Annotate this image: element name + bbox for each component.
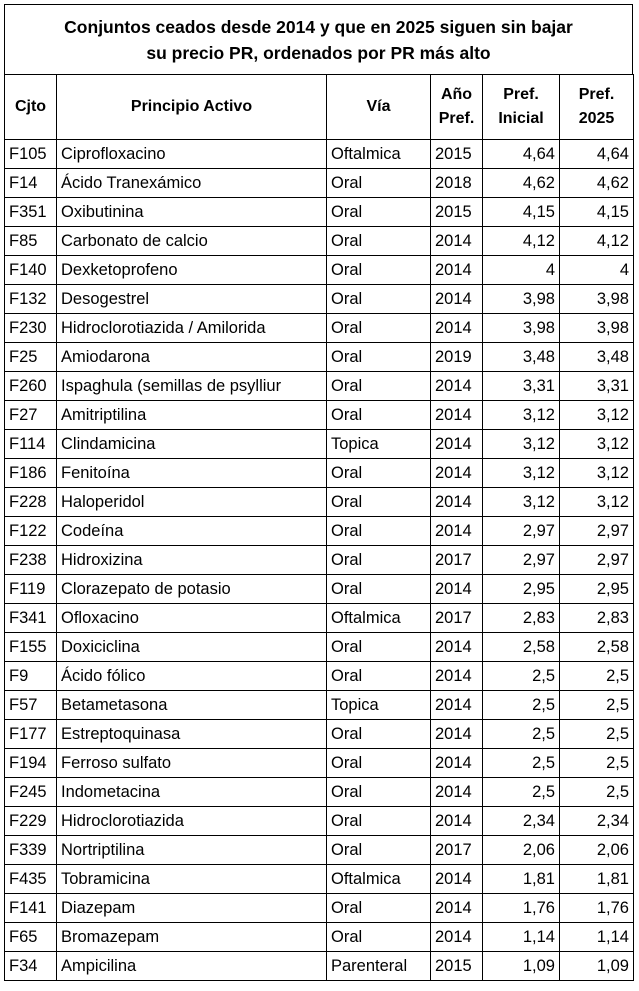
cell-anio-pref: 2017 [431,604,483,633]
cell-cjto: F230 [5,314,57,343]
cell-pref-2025: 2,83 [560,604,634,633]
cell-cjto: F122 [5,517,57,546]
cell-pref-2025: 2,97 [560,517,634,546]
cell-pref-2025: 3,12 [560,459,634,488]
cell-anio-pref: 2014 [431,459,483,488]
title-line-2: su precio PR, ordenados por PR más alto [146,42,491,63]
table-row [5,633,634,662]
cell-via: Oral [327,633,431,662]
cell-principio-activo: Ampicilina [57,952,327,981]
cell-anio-pref: 2014 [431,691,483,720]
cell-via: Oral [327,198,431,227]
table-row [5,401,634,430]
cell-principio-activo: Doxiciclina [57,633,327,662]
table-body [5,140,634,981]
cell-pref-inicial: 2,58 [483,633,560,662]
cell-anio-pref: 2014 [431,749,483,778]
table-row [5,807,634,836]
table-row [5,720,634,749]
cell-pref-inicial: 4,62 [483,169,560,198]
table-row [5,285,634,314]
cell-pref-2025: 2,5 [560,749,634,778]
header-row [5,75,634,140]
cell-pref-inicial: 2,5 [483,720,560,749]
cell-pref-2025: 3,12 [560,488,634,517]
cell-pref-2025: 4,15 [560,198,634,227]
cell-cjto: F186 [5,459,57,488]
cell-principio-activo: Ciprofloxacino [57,140,327,169]
header-pref-inicial [483,75,560,140]
cell-cjto: F260 [5,372,57,401]
cell-via: Oral [327,285,431,314]
cell-cjto: F194 [5,749,57,778]
table-row [5,952,634,981]
cell-via: Oral [327,256,431,285]
cell-anio-pref: 2014 [431,778,483,807]
cell-pref-inicial: 2,95 [483,575,560,604]
cell-principio-activo: Dexketoprofeno [57,256,327,285]
cell-cjto: F238 [5,546,57,575]
header-inicial-line-2: Inicial [498,110,544,127]
spreadsheet [4,4,633,981]
title-line-1: Conjuntos ceados desde 2014 y que en 2025 siguen sin bajar [64,16,573,37]
cell-via: Oral [327,894,431,923]
table-row [5,314,634,343]
cell-anio-pref: 2014 [431,401,483,430]
cell-principio-activo: Estreptoquinasa [57,720,327,749]
header-cjto: Cjto [5,75,57,140]
cell-via: Parenteral [327,952,431,981]
cell-principio-activo: Nortriptilina [57,836,327,865]
cell-anio-pref: 2014 [431,720,483,749]
cell-pref-inicial: 2,5 [483,749,560,778]
cell-anio-pref: 2017 [431,836,483,865]
cell-via: Oral [327,343,431,372]
cell-anio-pref: 2014 [431,256,483,285]
cell-pref-2025: 2,5 [560,691,634,720]
cell-anio-pref: 2019 [431,343,483,372]
cell-cjto: F245 [5,778,57,807]
cell-via: Oral [327,227,431,256]
table-title [4,4,633,74]
cell-anio-pref: 2014 [431,865,483,894]
cell-cjto: F229 [5,807,57,836]
cell-pref-inicial: 2,06 [483,836,560,865]
table-row [5,604,634,633]
cell-pref-inicial: 1,81 [483,865,560,894]
cell-via: Oral [327,488,431,517]
cell-anio-pref: 2014 [431,314,483,343]
table-row [5,198,634,227]
cell-cjto: F177 [5,720,57,749]
cell-pref-2025: 1,14 [560,923,634,952]
cell-cjto: F341 [5,604,57,633]
cell-pref-2025: 3,48 [560,343,634,372]
table-row [5,923,634,952]
cell-anio-pref: 2014 [431,430,483,459]
cell-pref-inicial: 3,12 [483,430,560,459]
cell-principio-activo: Clindamicina [57,430,327,459]
cell-pref-2025: 2,34 [560,807,634,836]
cell-principio-activo: Bromazepam [57,923,327,952]
cell-cjto: F65 [5,923,57,952]
table-row [5,575,634,604]
cell-via: Topica [327,430,431,459]
header-pref-2025 [560,75,634,140]
header-anio-line-2: Pref. [438,110,475,127]
header-anio-line-1: Año [440,86,473,103]
cell-via: Oral [327,546,431,575]
cell-pref-2025: 1,76 [560,894,634,923]
cell-anio-pref: 2015 [431,140,483,169]
cell-anio-pref: 2014 [431,575,483,604]
cell-via: Oral [327,749,431,778]
cell-anio-pref: 2018 [431,169,483,198]
cell-anio-pref: 2014 [431,662,483,691]
cell-via: Oral [327,836,431,865]
cell-pref-inicial: 2,5 [483,778,560,807]
cell-via: Oral [327,778,431,807]
cell-cjto: F435 [5,865,57,894]
data-table [4,74,634,981]
cell-pref-inicial: 2,83 [483,604,560,633]
cell-pref-2025: 2,06 [560,836,634,865]
cell-pref-2025: 2,95 [560,575,634,604]
cell-pref-2025: 3,31 [560,372,634,401]
header-2025-line-2: 2025 [578,110,615,127]
cell-pref-inicial: 2,34 [483,807,560,836]
cell-cjto: F105 [5,140,57,169]
cell-anio-pref: 2014 [431,488,483,517]
cell-cjto: F9 [5,662,57,691]
cell-pref-inicial: 4,15 [483,198,560,227]
cell-pref-2025: 3,98 [560,314,634,343]
table-row [5,256,634,285]
cell-pref-inicial: 3,31 [483,372,560,401]
cell-via: Oral [327,169,431,198]
table-row [5,865,634,894]
cell-cjto: F27 [5,401,57,430]
table-row [5,662,634,691]
table-row [5,140,634,169]
cell-anio-pref: 2014 [431,372,483,401]
cell-pref-inicial: 4,12 [483,227,560,256]
cell-principio-activo: Carbonato de calcio [57,227,327,256]
table-row [5,836,634,865]
cell-via: Oftalmica [327,865,431,894]
cell-pref-inicial: 3,98 [483,314,560,343]
cell-cjto: F85 [5,227,57,256]
cell-principio-activo: Ácido fólico [57,662,327,691]
cell-principio-activo: Hidroclorotiazida [57,807,327,836]
cell-via: Oral [327,372,431,401]
table-row [5,430,634,459]
cell-principio-activo: Oxibutinina [57,198,327,227]
cell-via: Oral [327,517,431,546]
cell-via: Oral [327,314,431,343]
cell-pref-inicial: 3,12 [483,459,560,488]
cell-principio-activo: Tobramicina [57,865,327,894]
cell-cjto: F140 [5,256,57,285]
table-row [5,169,634,198]
cell-via: Topica [327,691,431,720]
cell-via: Oftalmica [327,604,431,633]
cell-pref-2025: 3,12 [560,430,634,459]
cell-anio-pref: 2014 [431,285,483,314]
cell-pref-inicial: 2,97 [483,517,560,546]
cell-principio-activo: Fenitoína [57,459,327,488]
cell-pref-inicial: 3,12 [483,401,560,430]
cell-anio-pref: 2017 [431,546,483,575]
cell-principio-activo: Codeína [57,517,327,546]
cell-cjto: F14 [5,169,57,198]
cell-pref-2025: 4,12 [560,227,634,256]
cell-pref-inicial: 3,48 [483,343,560,372]
cell-cjto: F25 [5,343,57,372]
cell-principio-activo: Amitriptilina [57,401,327,430]
cell-principio-activo: Clorazepato de potasio [57,575,327,604]
table-row [5,894,634,923]
cell-pref-2025: 4 [560,256,634,285]
cell-pref-inicial: 1,09 [483,952,560,981]
header-inicial-line-1: Pref. [503,86,539,103]
header-2025-line-1: Pref. [578,86,615,103]
cell-pref-inicial: 4 [483,256,560,285]
cell-via: Oral [327,720,431,749]
cell-cjto: F228 [5,488,57,517]
cell-cjto: F57 [5,691,57,720]
cell-pref-2025: 3,12 [560,401,634,430]
cell-principio-activo: Haloperidol [57,488,327,517]
cell-principio-activo: Amiodarona [57,343,327,372]
cell-pref-2025: 1,81 [560,865,634,894]
cell-cjto: F132 [5,285,57,314]
table-row [5,546,634,575]
cell-via: Oral [327,459,431,488]
cell-pref-2025: 4,62 [560,169,634,198]
cell-anio-pref: 2015 [431,952,483,981]
table-row [5,749,634,778]
cell-principio-activo: Hidroclorotiazida / Amilorida [57,314,327,343]
cell-principio-activo: Desogestrel [57,285,327,314]
cell-principio-activo: Ferroso sulfato [57,749,327,778]
cell-cjto: F351 [5,198,57,227]
cell-principio-activo: Diazepam [57,894,327,923]
cell-pref-2025: 2,5 [560,662,634,691]
cell-pref-2025: 4,64 [560,140,634,169]
cell-cjto: F339 [5,836,57,865]
cell-principio-activo: Hidroxizina [57,546,327,575]
table-row [5,488,634,517]
table-row [5,517,634,546]
cell-principio-activo: Betametasona [57,691,327,720]
cell-pref-2025: 2,58 [560,633,634,662]
cell-anio-pref: 2015 [431,198,483,227]
cell-pref-inicial: 2,97 [483,546,560,575]
cell-cjto: F141 [5,894,57,923]
cell-via: Oral [327,575,431,604]
cell-via: Oftalmica [327,140,431,169]
cell-cjto: F119 [5,575,57,604]
cell-pref-inicial: 4,64 [483,140,560,169]
header-anio-pref [431,75,483,140]
cell-via: Oral [327,662,431,691]
cell-pref-inicial: 3,98 [483,285,560,314]
cell-principio-activo: Ofloxacino [57,604,327,633]
cell-principio-activo: Indometacina [57,778,327,807]
table-row [5,459,634,488]
table-row [5,778,634,807]
cell-cjto: F34 [5,952,57,981]
cell-pref-2025: 2,5 [560,720,634,749]
cell-pref-inicial: 2,5 [483,691,560,720]
cell-via: Oral [327,401,431,430]
cell-pref-inicial: 3,12 [483,488,560,517]
cell-principio-activo: Ácido Tranexámico [57,169,327,198]
header-principio-activo: Principio Activo [57,75,327,140]
table-row [5,227,634,256]
cell-anio-pref: 2014 [431,807,483,836]
cell-pref-2025: 3,98 [560,285,634,314]
cell-pref-2025: 2,5 [560,778,634,807]
cell-pref-inicial: 1,76 [483,894,560,923]
cell-anio-pref: 2014 [431,633,483,662]
table-row [5,372,634,401]
cell-pref-inicial: 1,14 [483,923,560,952]
cell-anio-pref: 2014 [431,517,483,546]
cell-via: Oral [327,807,431,836]
cell-pref-inicial: 2,5 [483,662,560,691]
cell-anio-pref: 2014 [431,227,483,256]
cell-anio-pref: 2014 [431,923,483,952]
cell-pref-2025: 2,97 [560,546,634,575]
cell-pref-2025: 1,09 [560,952,634,981]
cell-anio-pref: 2014 [431,894,483,923]
cell-via: Oral [327,923,431,952]
cell-principio-activo: Ispaghula (semillas de psylliur [57,372,327,401]
header-via: Vía [327,75,431,140]
table-row [5,343,634,372]
cell-cjto: F114 [5,430,57,459]
cell-cjto: F155 [5,633,57,662]
table-row [5,691,634,720]
